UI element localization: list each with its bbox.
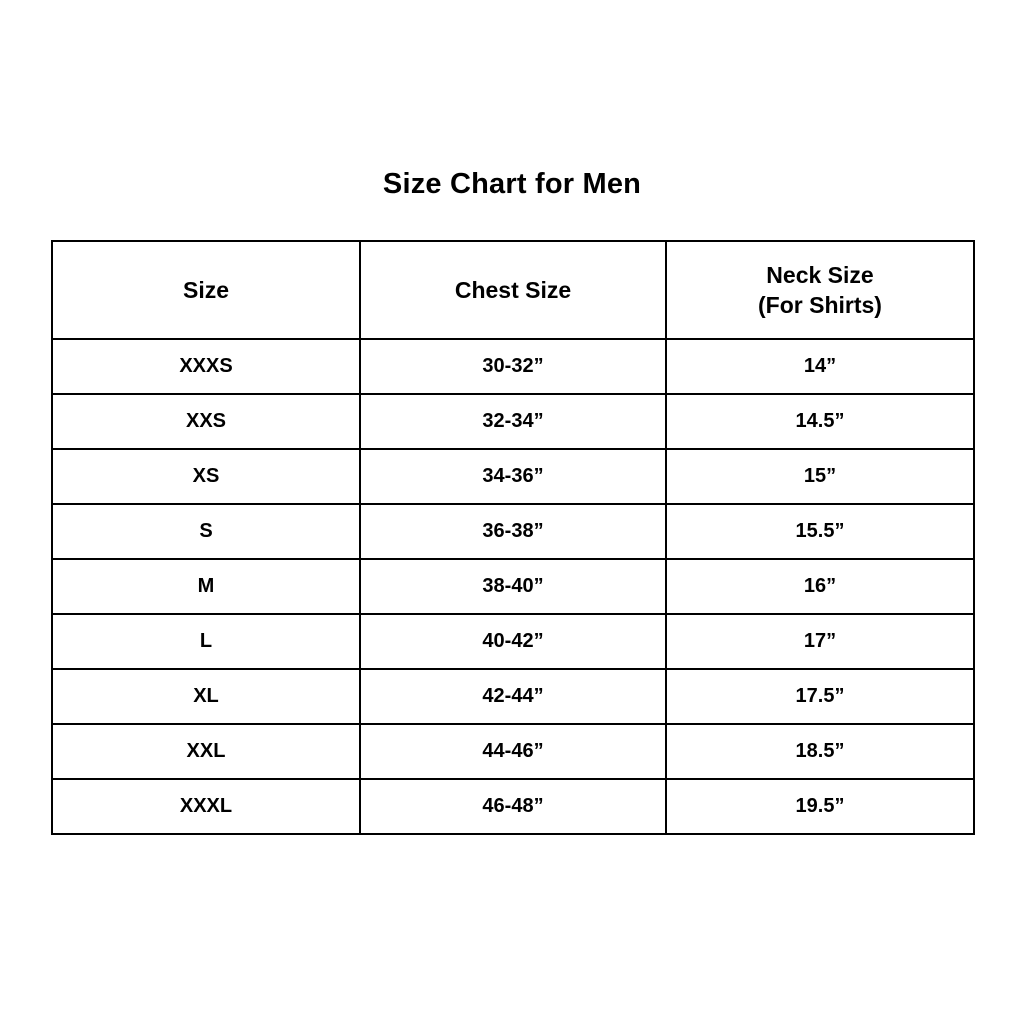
column-header-size (52, 241, 360, 339)
table-header (52, 241, 974, 339)
column-header-neck-label: Neck Size (766, 262, 874, 288)
table-header-row (52, 241, 974, 339)
table-row (52, 724, 974, 779)
cell-neck: 19.5” (666, 779, 974, 834)
cell-chest: 46-48” (360, 779, 666, 834)
cell-neck: 15.5” (666, 504, 974, 559)
table-row (52, 504, 974, 559)
cell-chest: 36-38” (360, 504, 666, 559)
cell-size: XS (52, 449, 360, 504)
table-body (52, 339, 974, 834)
cell-size: XXXL (52, 779, 360, 834)
cell-chest: 38-40” (360, 559, 666, 614)
cell-size: XL (52, 669, 360, 724)
cell-size: M (52, 559, 360, 614)
cell-size: XXL (52, 724, 360, 779)
table-row (52, 339, 974, 394)
cell-chest: 32-34” (360, 394, 666, 449)
cell-neck: 16” (666, 559, 974, 614)
column-header-neck (666, 241, 974, 339)
cell-size: XXXS (52, 339, 360, 394)
cell-neck: 18.5” (666, 724, 974, 779)
column-header-neck-sublabel: (For Shirts) (758, 292, 882, 318)
column-header-chest (360, 241, 666, 339)
cell-neck: 14” (666, 339, 974, 394)
table-row (52, 614, 974, 669)
cell-chest: 40-42” (360, 614, 666, 669)
table-row (52, 779, 974, 834)
cell-size: L (52, 614, 360, 669)
cell-chest: 44-46” (360, 724, 666, 779)
cell-chest: 30-32” (360, 339, 666, 394)
cell-neck: 14.5” (666, 394, 974, 449)
column-header-size-label: Size (182, 277, 230, 303)
size-chart-table (51, 240, 975, 835)
cell-size: XXS (52, 394, 360, 449)
table-row (52, 669, 974, 724)
cell-neck: 15” (666, 449, 974, 504)
table-row (52, 559, 974, 614)
page-title: Size Chart for Men (382, 168, 642, 200)
column-header-chest-label: Chest Size (454, 277, 572, 303)
cell-chest: 42-44” (360, 669, 666, 724)
cell-neck: 17.5” (666, 669, 974, 724)
table-row (52, 449, 974, 504)
table-row (52, 394, 974, 449)
cell-neck: 17” (666, 614, 974, 669)
cell-size: S (52, 504, 360, 559)
cell-chest: 34-36” (360, 449, 666, 504)
